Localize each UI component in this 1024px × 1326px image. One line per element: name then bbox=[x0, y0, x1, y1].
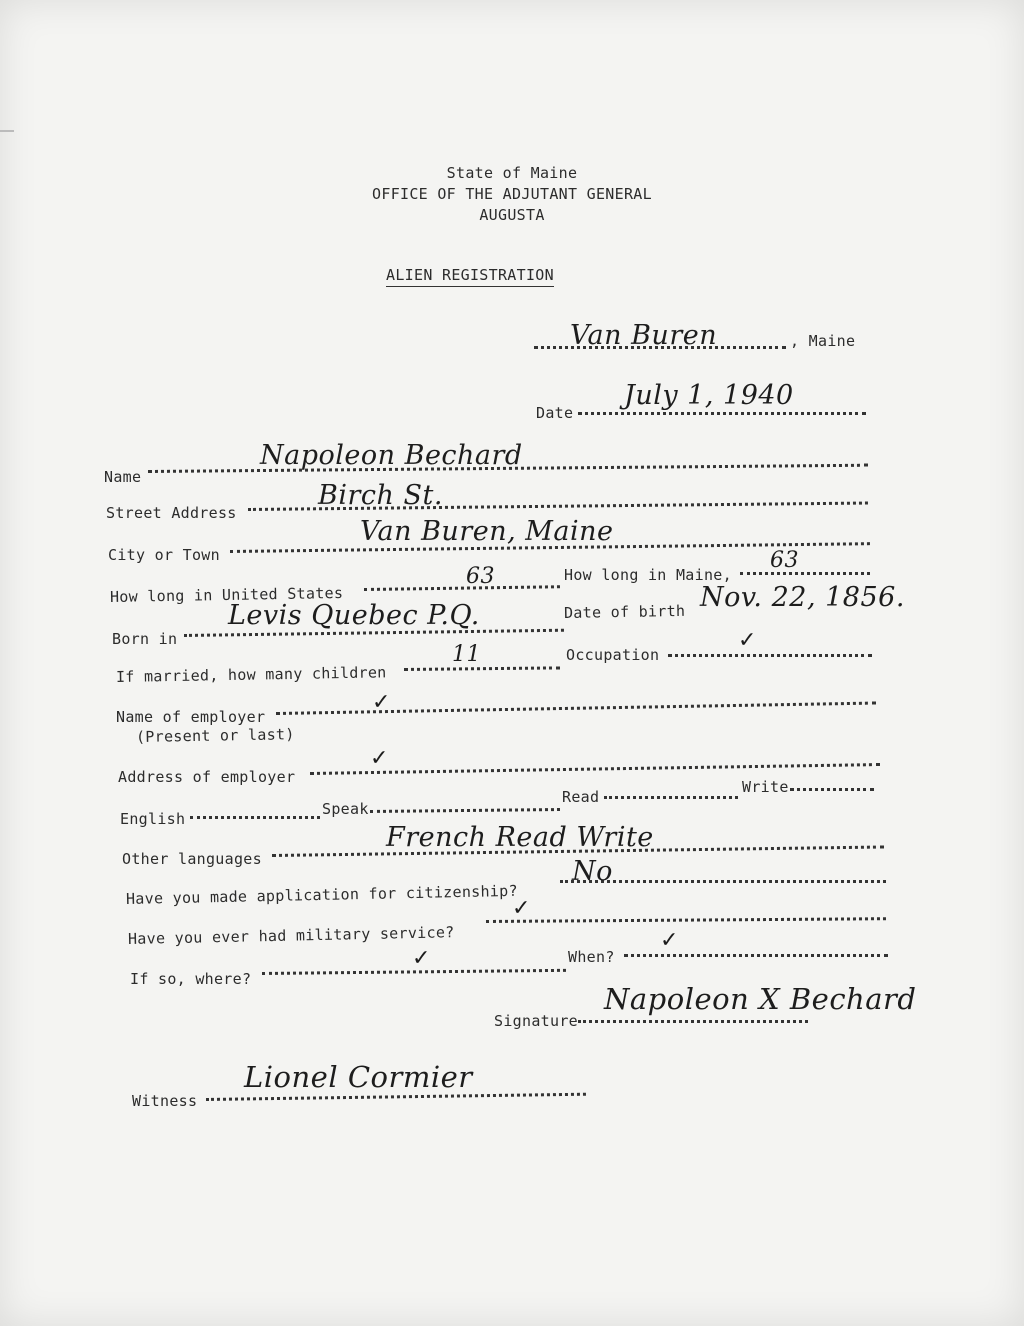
children-dots bbox=[404, 666, 560, 671]
employer-address-label: Address of employer bbox=[118, 768, 296, 786]
when-value: ✓ bbox=[660, 928, 679, 953]
signature-value: Napoleon X Bechard bbox=[604, 982, 917, 1016]
maine-value: 63 bbox=[770, 548, 799, 573]
english-label: English bbox=[120, 810, 186, 828]
children-label: If married, how many children bbox=[115, 663, 387, 686]
town-suffix: , Maine bbox=[790, 332, 856, 350]
employer-address-value: ✓ bbox=[370, 746, 389, 771]
citizenship-value: No bbox=[572, 856, 613, 887]
where-label: If so, where? bbox=[130, 970, 252, 988]
read-label: Read bbox=[562, 788, 600, 806]
us-value: 63 bbox=[466, 564, 495, 589]
street-label: Street Address bbox=[106, 504, 237, 522]
office-heading: OFFICE OF THE ADJUTANT GENERAL bbox=[372, 185, 652, 203]
read-dots bbox=[370, 808, 560, 813]
born-label: Born in bbox=[112, 630, 178, 648]
city-heading: AUGUSTA bbox=[479, 206, 545, 224]
dob-label: Date of birth bbox=[563, 601, 686, 622]
name-value: Napoleon Bechard bbox=[260, 440, 523, 471]
us-dots bbox=[364, 585, 560, 591]
state-heading: State of Maine bbox=[446, 164, 578, 182]
town-value: Van Buren bbox=[570, 320, 718, 351]
employer-sublabel: (Present or last) bbox=[135, 725, 295, 746]
date-value: July 1, 1940 bbox=[624, 380, 794, 411]
witness-value: Lionel Cormier bbox=[244, 1060, 473, 1094]
employer-value: ✓ bbox=[372, 690, 391, 715]
date-label: Date bbox=[536, 404, 574, 422]
signature-label: Signature bbox=[494, 1012, 578, 1030]
when-dots bbox=[624, 954, 888, 957]
date-dots bbox=[578, 412, 866, 415]
citizenship-label: Have you made application for citizenship? bbox=[125, 881, 519, 908]
speak-dots bbox=[190, 816, 320, 819]
occupation-label: Occupation bbox=[566, 646, 660, 664]
maine-label: How long in Maine, bbox=[564, 566, 732, 584]
born-value: Levis Quebec P.Q. bbox=[228, 600, 480, 631]
form-title bbox=[386, 266, 554, 284]
street-value: Birch St. bbox=[318, 480, 443, 511]
occupation-dots bbox=[668, 654, 872, 657]
military-label: Have you ever had military service? bbox=[127, 923, 455, 948]
scan-edge bbox=[0, 130, 14, 132]
name-label: Name bbox=[104, 468, 142, 486]
city-value: Van Buren, Maine bbox=[360, 516, 614, 547]
city-label: City or Town bbox=[108, 546, 220, 564]
other-languages-value: French Read Write bbox=[386, 822, 654, 853]
other-languages-label: Other languages bbox=[122, 850, 262, 868]
maine-dots bbox=[740, 572, 870, 575]
employer-address-dots bbox=[310, 763, 880, 775]
us-label: How long in United States bbox=[109, 583, 344, 606]
signature-dots bbox=[578, 1020, 808, 1023]
occupation-value: ✓ bbox=[738, 628, 757, 653]
dob-value: Nov. 22, 1856. bbox=[700, 582, 905, 613]
where-value: ✓ bbox=[412, 946, 431, 971]
military-dots bbox=[486, 917, 886, 923]
speak-label: Speak bbox=[322, 800, 369, 818]
when-label: When? bbox=[568, 948, 615, 966]
employer-dots bbox=[276, 702, 876, 715]
employer-label: Name of employer bbox=[116, 708, 266, 726]
witness-label: Witness bbox=[132, 1092, 198, 1110]
write-tail-dots bbox=[790, 788, 874, 791]
write-label: Write bbox=[742, 778, 789, 796]
children-value: 11 bbox=[452, 642, 481, 667]
military-value: ✓ bbox=[512, 896, 531, 921]
form-title-text: ALIEN REGISTRATION bbox=[386, 266, 554, 287]
write-dots bbox=[604, 796, 738, 799]
